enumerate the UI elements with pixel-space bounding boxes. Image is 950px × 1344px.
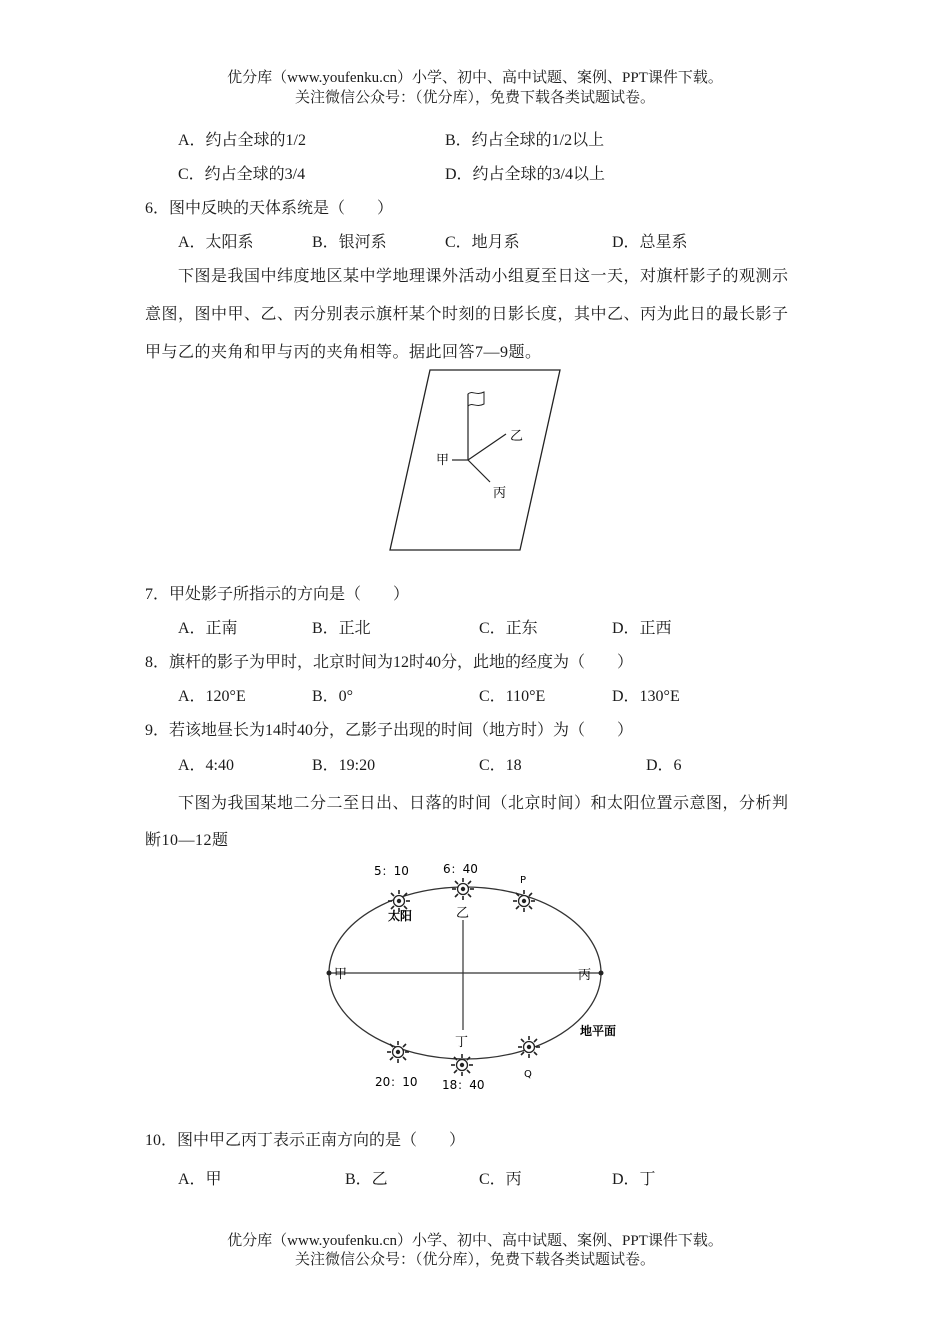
q5-option-d: D．约占全球的3/4以上 <box>445 166 606 183</box>
q8-option-b: B．0° <box>312 688 354 705</box>
sun-icon-640 <box>452 878 474 900</box>
footer-line-1: 优分库（www.youfenku.cn）小学、初中、高中试题、案例、PPT课件下载。 <box>227 1233 723 1249</box>
intro1-line-3: 甲与乙的夹角和甲与丙的夹角相等。据此回答7—9题。 <box>145 344 542 361</box>
shadow-yi <box>468 434 506 460</box>
q10-option-c: C．丙 <box>479 1171 522 1188</box>
ground-plane <box>390 370 560 550</box>
label-yi: 乙 <box>510 429 524 444</box>
label-jia: 甲 <box>334 967 348 982</box>
q7-stem: 7．甲处影子所指示的方向是（ ） <box>145 586 410 603</box>
intro1-line-1: 下图是我国中纬度地区某中学地理课外活动小组夏至日这一天，对旗杆影子的观测示 <box>178 268 789 285</box>
q7-option-b: B．正北 <box>312 620 371 637</box>
q7-option-c: C．正东 <box>479 620 538 637</box>
time-2010: 20：10 <box>375 1075 418 1089</box>
time-1840: 18：40 <box>442 1078 485 1092</box>
q7-option-d: D．正西 <box>612 620 672 637</box>
q8-option-a: A．120°E <box>178 688 246 705</box>
label-bing: 丙 <box>493 486 507 501</box>
footer-line-2: 关注微信公众号：（优分库），免费下载各类试题试卷。 <box>294 1252 655 1268</box>
label-yi: 乙 <box>456 906 470 921</box>
q9-option-b: B．19:20 <box>312 757 376 774</box>
q10-stem: 10．图中甲乙丙丁表示正南方向的是（ ） <box>145 1132 466 1149</box>
label-sun: 太阳 <box>388 909 413 923</box>
sun-icon-1840 <box>451 1054 473 1076</box>
intro2-line-1: 下图为我国某地二分二至日出、日落的时间（北京时间）和太阳位置示意图，分析判 <box>178 795 789 812</box>
q5-option-a: A．约占全球的1/2 <box>178 132 307 149</box>
label-jia: 甲 <box>436 453 450 468</box>
q6-option-a: A．太阳系 <box>178 234 254 251</box>
q9-stem: 9．若该地昼长为14时40分，乙影子出现的时间（地方时）为（ ） <box>145 722 634 739</box>
q5-option-b: B．约占全球的1/2以上 <box>445 132 605 149</box>
time-640: 6：40 <box>443 862 478 876</box>
intro1-line-2: 意图，图中甲、乙、丙分别表示旗杆某个时刻的日影长度，其中乙、丙为此日的最长影子 <box>145 306 789 323</box>
q8-option-d: D．130°E <box>612 688 680 705</box>
point-jia <box>327 971 332 976</box>
q5-option-c: C．约占全球的3/4 <box>178 166 306 183</box>
q10-option-a: A．甲 <box>178 1171 222 1188</box>
q8-option-c: C．110°E <box>479 688 546 705</box>
q6-option-d: D．总星系 <box>612 234 688 251</box>
shadow-bing <box>468 460 490 482</box>
q9-option-d: D．6 <box>646 757 682 774</box>
sun-icon-2010 <box>387 1041 409 1063</box>
label-ground: 地平面 <box>580 1024 617 1038</box>
q6-option-c: C．地月系 <box>445 234 520 251</box>
q9-option-a: A．4:40 <box>178 757 235 774</box>
label-q: Q <box>524 1069 532 1080</box>
q6-option-b: B．银河系 <box>312 234 387 251</box>
time-510: 5：10 <box>374 864 409 878</box>
label-p: P <box>520 875 527 886</box>
flagpole-shadow-figure <box>380 362 570 558</box>
q10-option-d: D．丁 <box>612 1171 656 1188</box>
q9-option-c: C．18 <box>479 757 522 774</box>
point-bing <box>599 971 604 976</box>
q7-option-a: A．正南 <box>178 620 238 637</box>
sun-icon-q <box>518 1036 540 1058</box>
sun-icon-p <box>513 890 535 912</box>
header-line-2: 关注微信公众号：（优分库），免费下载各类试题试卷。 <box>294 90 655 106</box>
q10-option-b: B．乙 <box>345 1171 388 1188</box>
intro2-line-2: 断10—12题 <box>145 832 229 849</box>
label-bing: 丙 <box>578 968 592 983</box>
flag-icon <box>468 392 484 406</box>
q8-stem: 8．旗杆的影子为甲时，北京时间为12时40分，此地的经度为（ ） <box>145 654 634 671</box>
header-line-1: 优分库（www.youfenku.cn）小学、初中、高中试题、案例、PPT课件下载。 <box>227 70 723 86</box>
sun-position-figure <box>320 858 640 1098</box>
q6-stem: 6．图中反映的天体系统是（ ） <box>145 200 394 217</box>
label-ding: 丁 <box>455 1035 469 1050</box>
